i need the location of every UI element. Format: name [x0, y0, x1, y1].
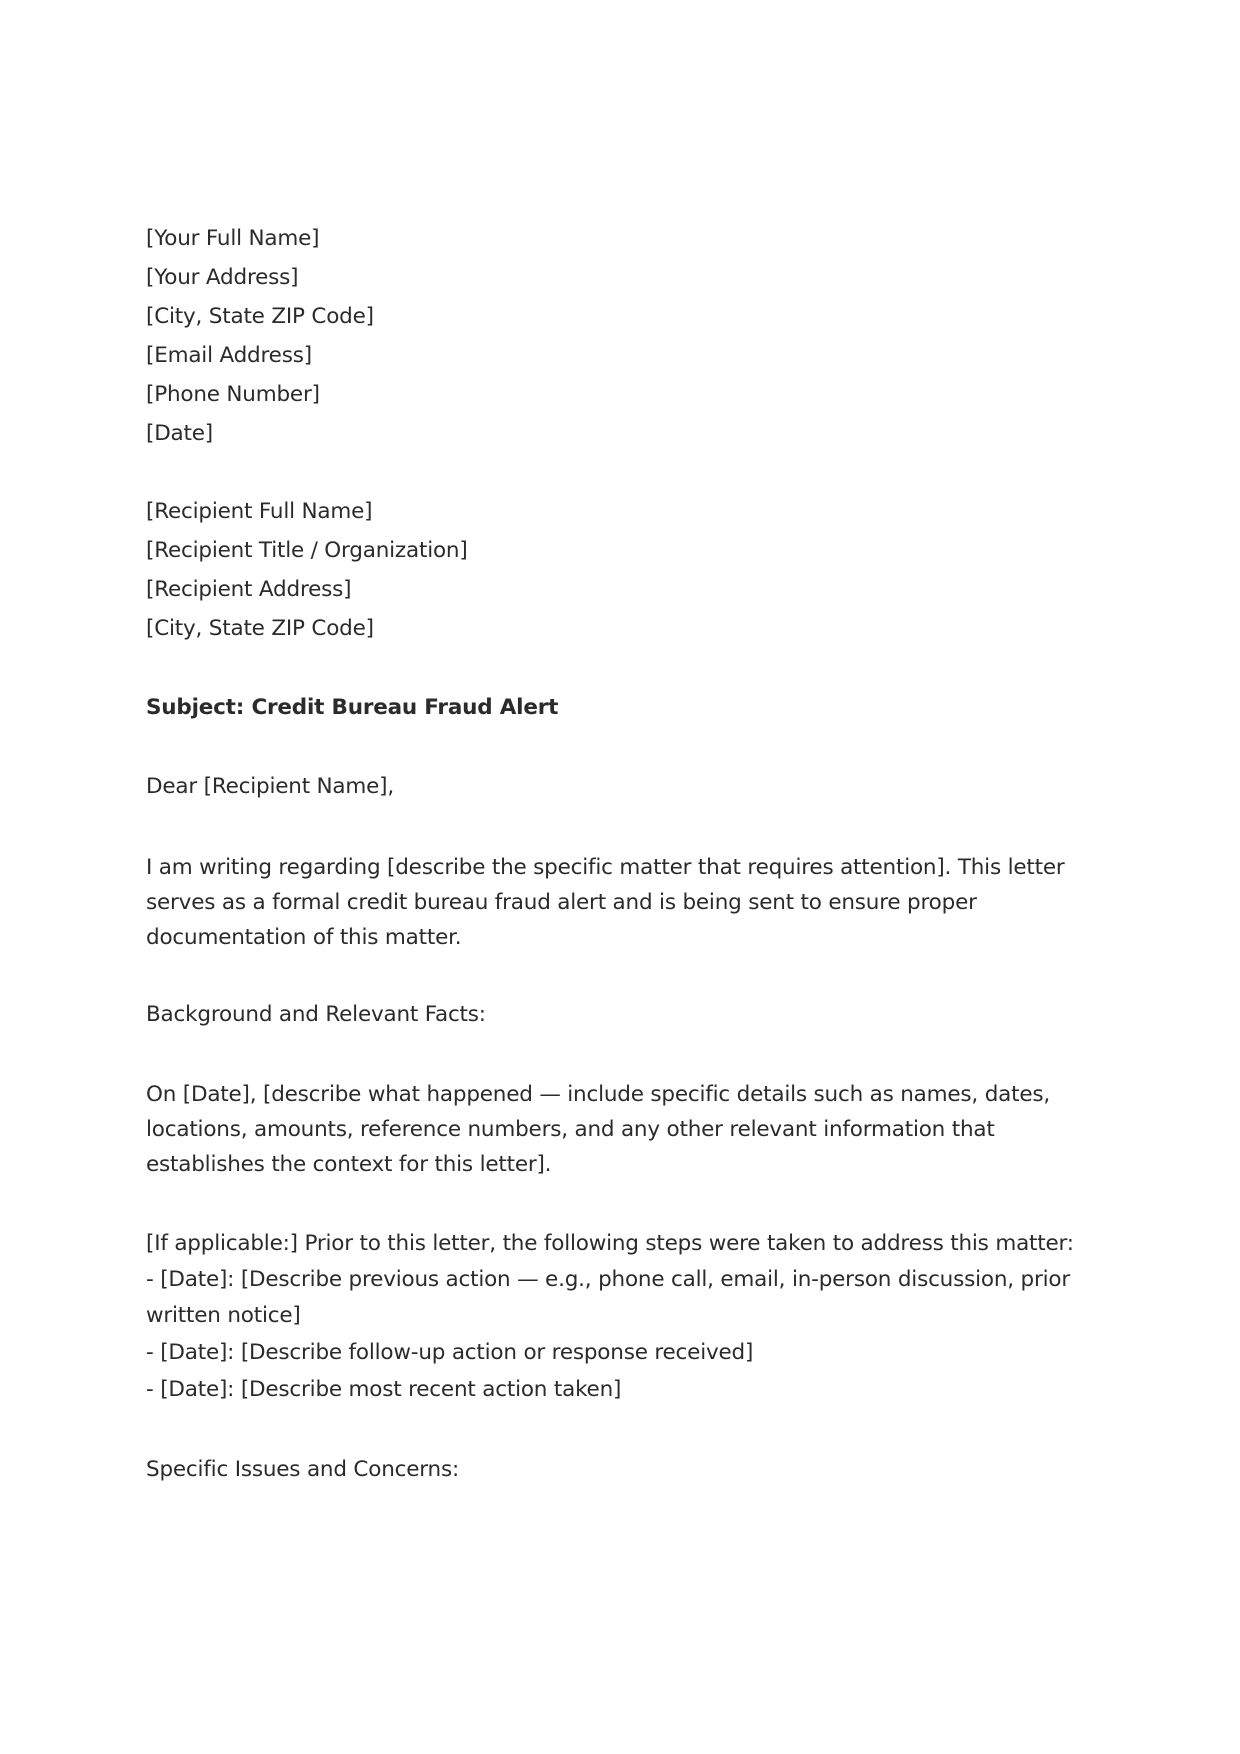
recipient-address: [Recipient Address] — [146, 577, 352, 602]
intro-paragraph: I am writing regarding [describe the specific matter that requires attention]. This letter serves as a formal credit bureau fraud alert and is being sent to ensure proper documentation of this matter. — [146, 855, 1065, 950]
recipient-name: [Recipient Full Name] — [146, 499, 373, 524]
sender-city: [City, State ZIP Code] — [146, 304, 374, 329]
sender-email: [Email Address] — [146, 343, 312, 368]
background-heading: Background and Relevant Facts: — [146, 1002, 486, 1027]
letter-body — [146, 219, 1096, 1489]
subject-line: Subject: Credit Bureau Fraud Alert — [146, 695, 559, 720]
background-paragraph: On [Date], [describe what happened — include specific details such as names, dates, locations, amounts, reference numbers, and any other relevant information that establishes the context for this letter]. — [146, 1082, 1051, 1177]
prior-step-item: - [Date]: [Describe follow-up action or response received] — [146, 1340, 754, 1365]
prior-step-item: - [Date]: [Describe most recent action taken] — [146, 1377, 622, 1402]
recipient-city: [City, State ZIP Code] — [146, 616, 374, 641]
recipient-title: [Recipient Title / Organization] — [146, 538, 468, 563]
prior-step-item: - [Date]: [Describe previous action — e.g., phone call, email, in-person discussion, prior written notice] — [146, 1267, 1070, 1328]
sender-phone: [Phone Number] — [146, 382, 320, 407]
sender-name: [Your Full Name] — [146, 226, 320, 251]
recipient-block — [146, 492, 1096, 648]
issues-heading: Specific Issues and Concerns: — [146, 1457, 460, 1482]
prior-steps-intro: [If applicable:] Prior to this letter, the following steps were taken to address this matter: — [146, 1231, 1074, 1256]
sender-address: [Your Address] — [146, 265, 299, 290]
sender-block — [146, 219, 1096, 453]
salutation: Dear [Recipient Name], — [146, 774, 395, 799]
prior-steps-block — [146, 1225, 1096, 1408]
letter-date: [Date] — [146, 421, 213, 446]
